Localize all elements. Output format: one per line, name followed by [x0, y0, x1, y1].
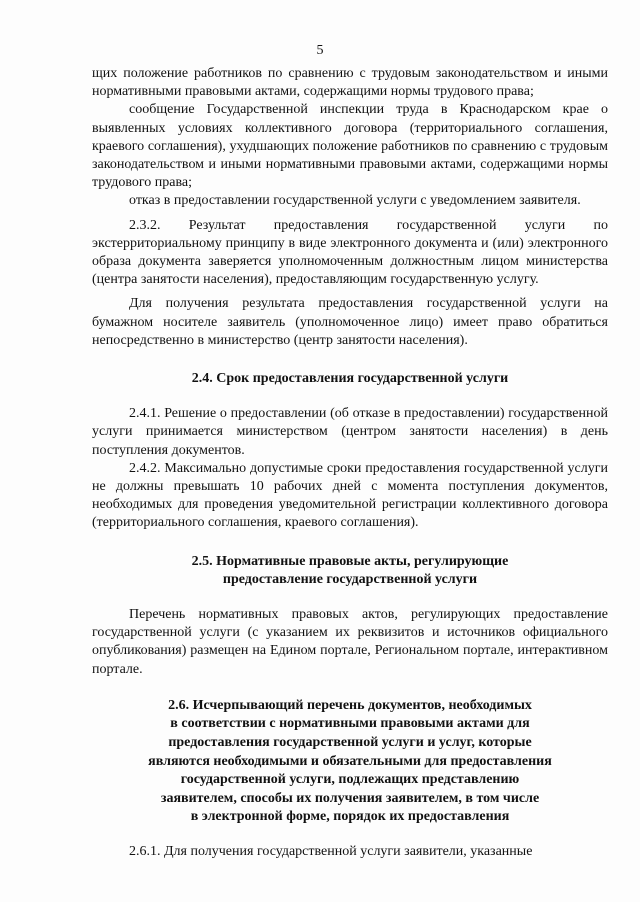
heading-line: являются необходимыми и обязательными для предоставления — [148, 753, 552, 769]
heading-line: 2.5. Нормативные правовые акты, регулирующие — [191, 553, 509, 569]
heading-line: заявителем, способы их получения заявителем, в том числе — [160, 790, 540, 806]
paragraph-2-3-2: 2.3.2. Результат предоставления государственной услуги по экстерриториальному принципу в виде электронного документа и (или) электронного образа документа заверяется уполномоченным должностным лицом министерства (центра занятости населения), предоставляющим государственную услугу. — [92, 217, 608, 288]
paragraph-refusal: отказ в предоставлении государственной услуги с уведомлением заявителя. — [129, 193, 581, 209]
section-heading-2-4: 2.4. Срок предоставления государственной услуги — [191, 371, 509, 387]
heading-line: предоставление государственной услуги — [222, 571, 478, 587]
heading-line: государственной услуги, подлежащих представлению — [180, 772, 520, 788]
paragraph-paper-result: Для получения результата предоставления государственной услуги на бумажном носителе заявитель (уполномоченное лицо) имеет право обратиться непосредственно в министерство (центр занятости населения). — [92, 296, 608, 348]
paragraph-2-6-1: 2.6.1. Для получения государственной услуги заявители, указанные — [129, 844, 533, 860]
heading-line: 2.6. Исчерпывающий перечень документов, необходимых — [168, 697, 532, 713]
heading-line: предоставления государственной услуги и услуг, которые — [168, 735, 532, 751]
paragraph-2-4-1: 2.4.1. Решение о предоставлении (об отказе в предоставлении) государственной услуги принимается министерством (центром занятости населения) в день поступления документов. — [92, 406, 608, 458]
document-body — [92, 65, 608, 861]
heading-line: в электронной форме, порядок их предоставления — [190, 809, 510, 825]
paragraph-2-4-2: 2.4.2. Максимально допустимые сроки предоставления государственной услуги не должны превышать 10 рабочих дней с момента поступления документов, необходимых для проведения уведомительной регистрации коллективного договора (территориального соглашения, краевого соглашения). — [92, 460, 608, 531]
page-number: 5 — [316, 43, 324, 58]
paragraph-labor-inspection-notice: сообщение Государственной инспекции труда в Краснодарском крае о выявленных условиях коллективного договора (территориального соглашения, краевого соглашения), ухудшающих положение работников по сравнению с трудовым законодательством и иными нормативными правовыми актами, содержащими нормы трудового права; — [92, 102, 608, 191]
heading-line: в соответствии с нормативными правовыми актами для — [170, 716, 530, 732]
section-heading-2-6 — [92, 697, 608, 827]
section-heading-2-5 — [92, 553, 608, 589]
paragraph-continuation: щих положение работников по сравнению с трудовым законодательством и иными нормативными правовыми актами, содержащими нормы трудового права; — [92, 66, 608, 100]
paragraph-2-5-list: Перечень нормативных правовых актов, регулирующих предоставление государственной услуги (с указанием их реквизитов и источников официального опубликования) размещен на Едином портале, Региональном портале, интерактивном портале. — [92, 607, 608, 677]
